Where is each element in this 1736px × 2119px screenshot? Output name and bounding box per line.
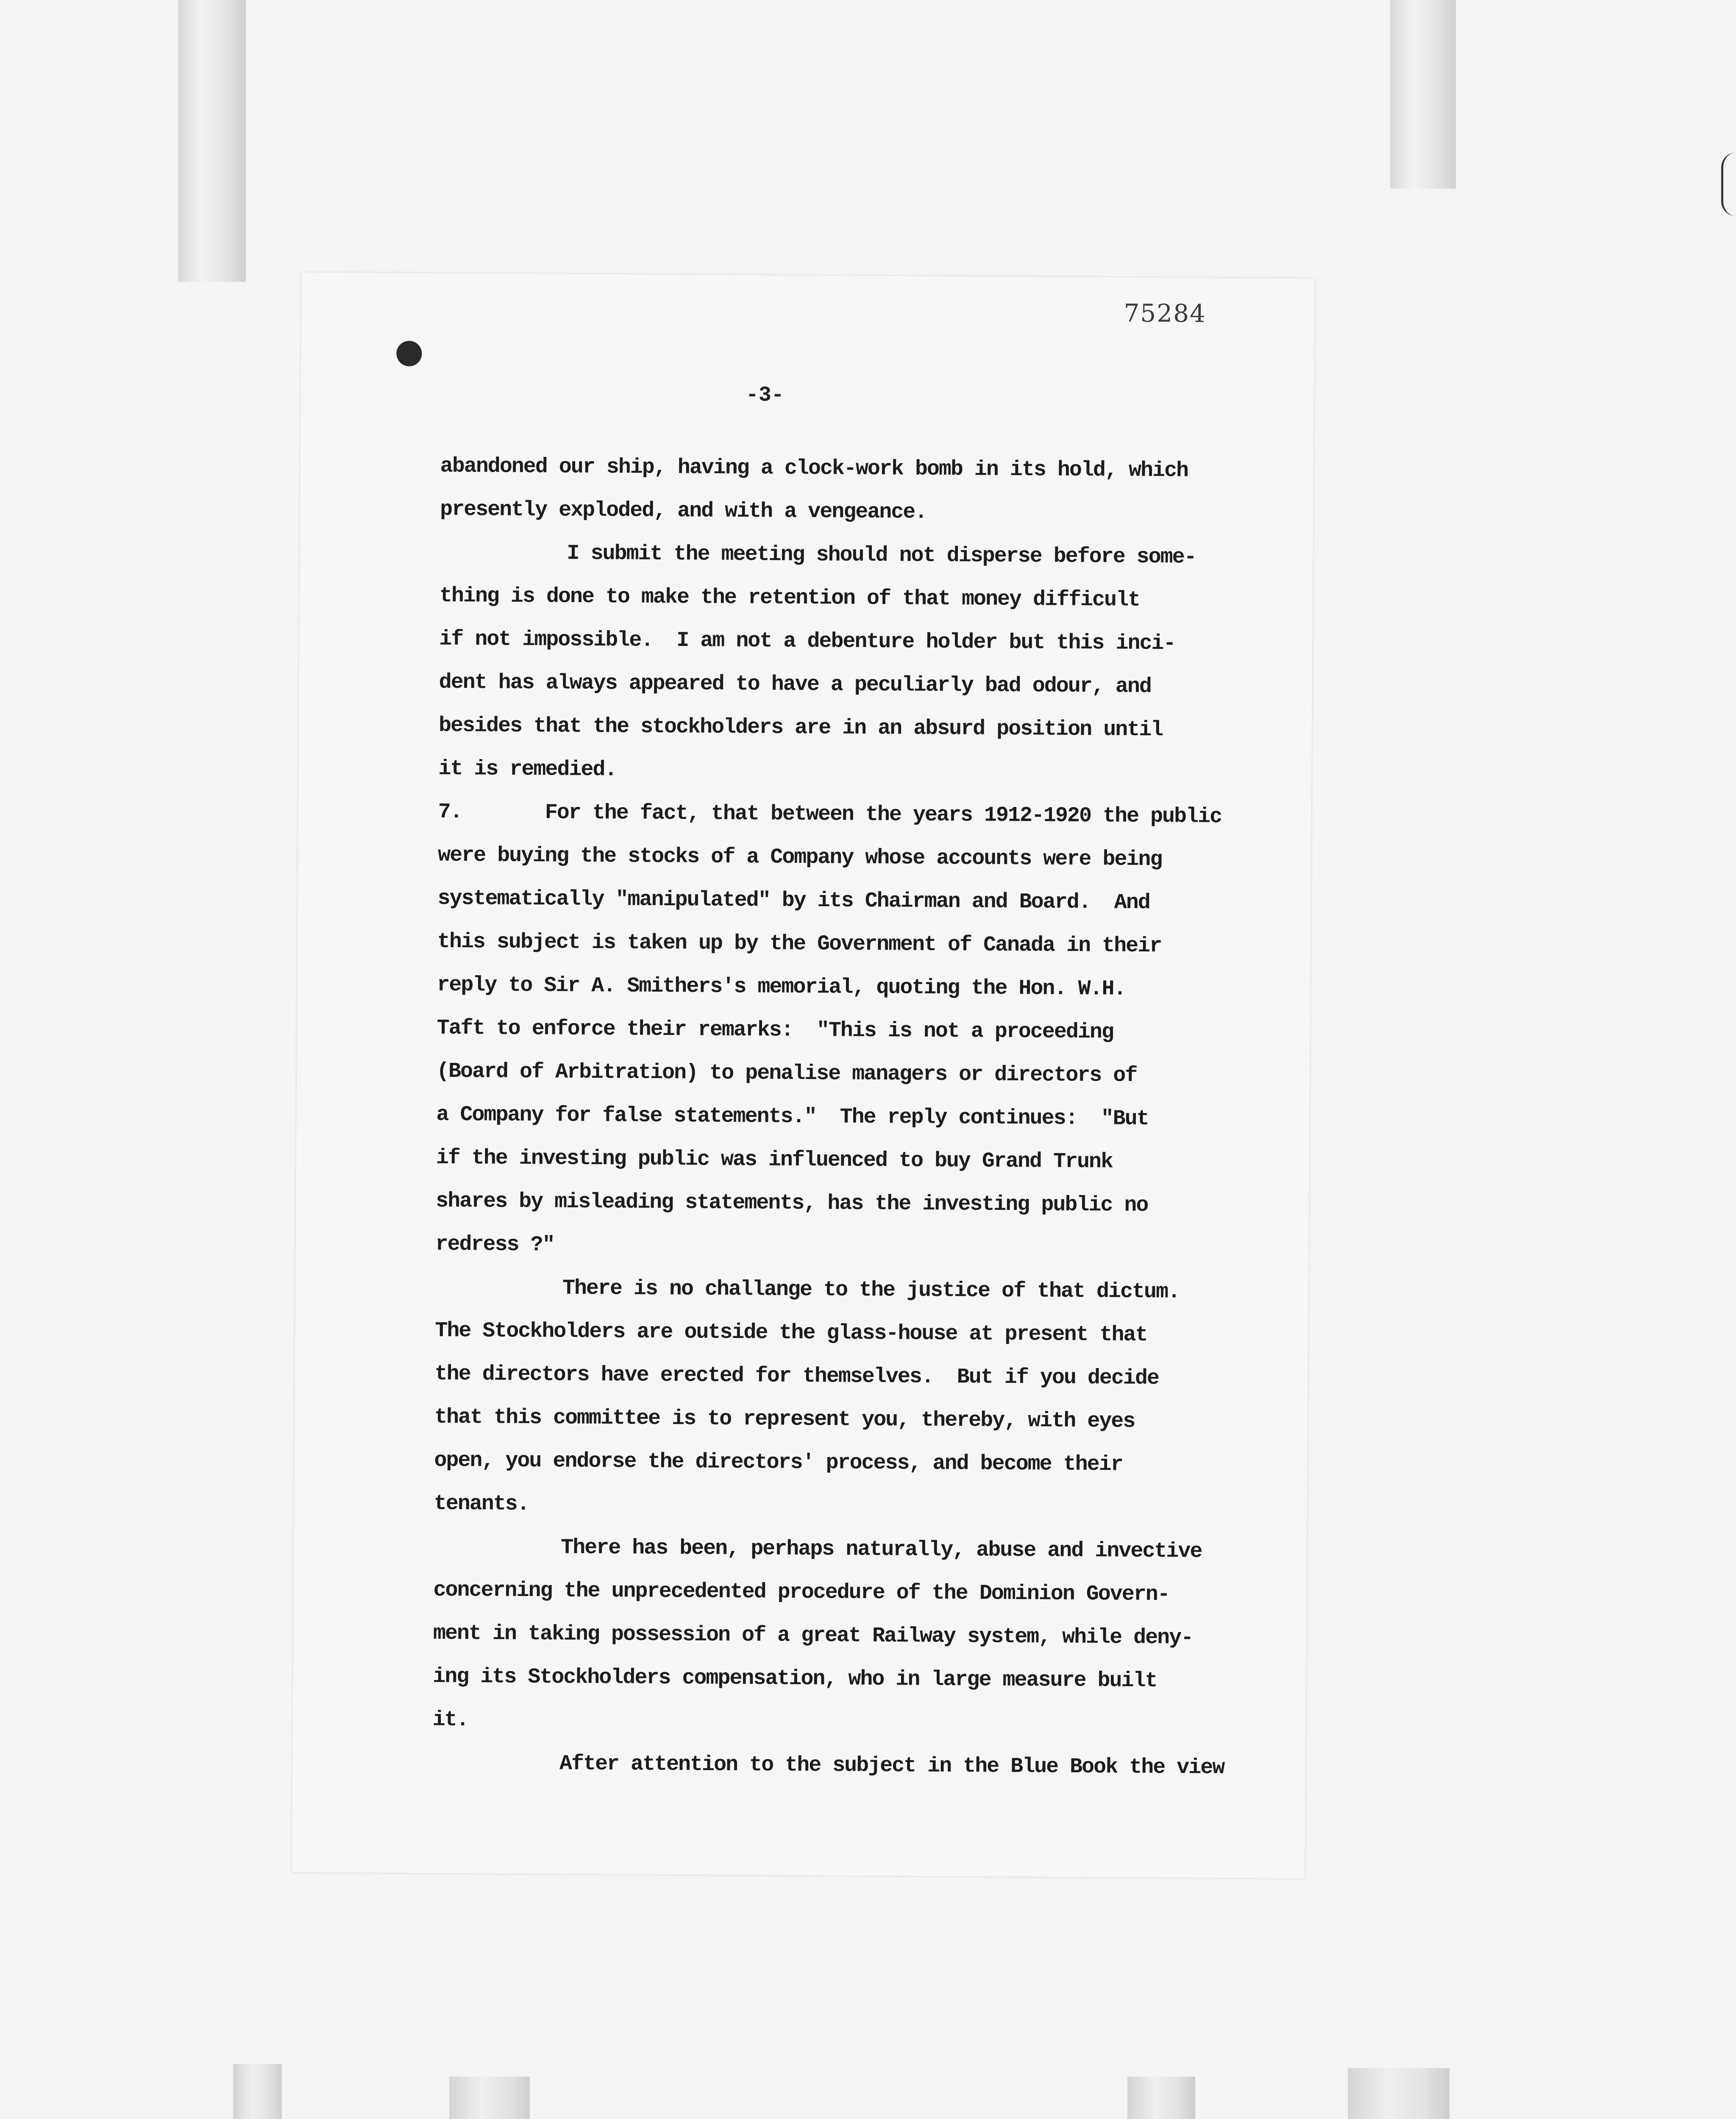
text-line: the directors have erected for themselves. But if you decide <box>434 1362 1159 1391</box>
typed-page <box>292 273 1314 1879</box>
text-line: (Board of Arbitration) to penalise managers or directors of <box>436 1059 1137 1088</box>
masking-tape-bottom-2 <box>449 2077 530 2119</box>
text-line: dent has always appeared to have a peculiarly bad odour, and <box>439 670 1152 699</box>
text-line: systematically "manipulated" by its Chairman and Board. And <box>437 886 1150 915</box>
text-line: this subject is taken up by the Government of Canada in their <box>437 929 1162 959</box>
text-line: There has been, perhaps naturally, abuse and invective <box>561 1535 1202 1564</box>
masking-tape-bottom-4 <box>1348 2068 1449 2119</box>
text-line: it. <box>432 1707 468 1732</box>
text-line: it is remedied. <box>438 756 617 782</box>
punch-hole <box>396 341 422 366</box>
text-line: concerning the unprecedented procedure of the Dominion Govern- <box>433 1578 1170 1607</box>
masking-tape-bottom-1 <box>233 2064 282 2119</box>
text-line: Taft to enforce their remarks: "This is not a proceeding <box>437 1016 1114 1045</box>
text-line: were buying the stocks of a Company whose accounts were being <box>437 843 1162 872</box>
text-line: shares by misleading statements, has the investing public no <box>435 1189 1148 1218</box>
masking-tape-bottom-3 <box>1127 2077 1195 2119</box>
text-line: After attention to the subject in the Blue Book the view <box>559 1752 1224 1780</box>
text-line: ing its Stockholders compensation, who in large measure built <box>433 1664 1157 1694</box>
text-line: tenants. <box>434 1491 529 1517</box>
text-line: 7. For the fact, that between the years 1912-1920 the public <box>438 800 1222 829</box>
text-line: ment in taking possession of a great Railway system, while deny- <box>433 1621 1193 1650</box>
text-line: besides that the stockholders are in an absurd position until <box>438 713 1163 742</box>
text-line: presently exploded, and with a vengeance. <box>440 497 927 525</box>
text-line: a Company for false statements." The reply continues: "But <box>436 1102 1149 1131</box>
text-line: redress ?" <box>435 1232 554 1257</box>
text-line: thing is done to make the retention of that money difficult <box>439 584 1140 612</box>
page-edge-mark <box>1721 153 1736 216</box>
text-line: abandoned our ship, having a clock-work bomb in its hold, which <box>440 454 1188 483</box>
archive-stamp-number: 75284 <box>1124 298 1207 328</box>
text-line: reply to Sir A. Smithers's memorial, quoting the Hon. W.H. <box>437 973 1126 1001</box>
masking-tape-top-right <box>1390 0 1456 189</box>
text-line: if not impossible. I am not a debenture holder but this inci- <box>439 627 1175 656</box>
text-line: open, you endorse the directors' process, and become their <box>434 1448 1123 1477</box>
masking-tape-top-left <box>178 0 246 282</box>
document-body <box>432 445 1288 1790</box>
page-number: -3- <box>746 383 784 408</box>
text-line: I submit the meeting should not disperse before some- <box>567 541 1196 570</box>
text-line: that this committee is to represent you, thereby, with eyes <box>434 1405 1135 1434</box>
text-line: The Stockholders are outside the glass-house at present that <box>435 1318 1147 1347</box>
text-line: if the investing public was influenced to buy Grand Trunk <box>436 1146 1113 1174</box>
text-line: There is no challange to the justice of that dictum. <box>562 1276 1180 1304</box>
